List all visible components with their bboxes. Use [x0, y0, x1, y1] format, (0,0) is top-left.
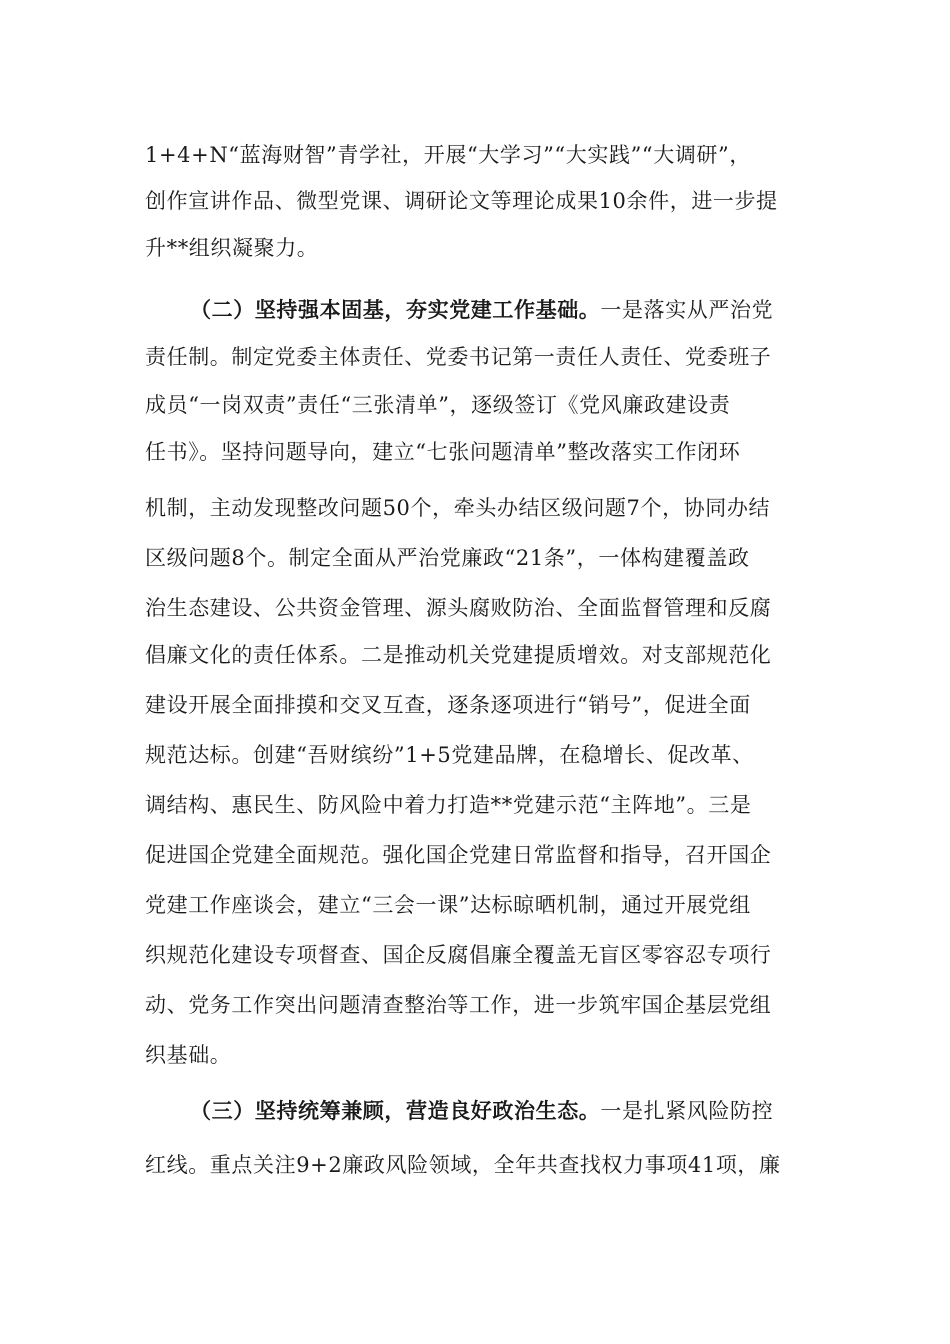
text-line: 区级问题8个。制定全面从严治党廉政“21条”，一体构建覆盖政 — [145, 546, 750, 570]
text-line: 建设开展全面排摸和交叉互查，逐条逐项进行“销号”，促进全面 — [145, 693, 751, 717]
text-line: 织基础。 — [145, 1043, 232, 1067]
text-line: 促进国企党建全面规范。强化国企党建日常监督和指导，召开国企 — [145, 843, 772, 867]
text-line: 创作宣讲作品、微型党课、调研论文等理论成果10余件，进一步提 — [145, 189, 778, 213]
text-line: 织规范化建设专项督查、国企反腐倡廉全覆盖无盲区零容忍专项行 — [145, 943, 772, 967]
text-line: 机制，主动发现整改问题50个，牵头办结区级问题7个，协同办结 — [145, 496, 771, 520]
section-heading: （二）坚持强本固基，夯实党建工作基础。 — [190, 297, 601, 322]
paragraph-first-line — [190, 296, 870, 324]
text-line: 治生态建设、公共资金管理、源头腐败防治、全面监督管理和反腐 — [145, 596, 772, 620]
text-line: 规范达标。创建“吾财缤纷”1+5党建品牌，在稳增长、促改革、 — [145, 743, 754, 767]
text-span: 一是落实从严治党 — [600, 298, 774, 322]
section-heading: （三）坚持统筹兼顾，营造良好政治生态。 — [190, 1098, 601, 1123]
text-line: 任书》。坚持问题导向，建立“七张问题清单”整改落实工作闭环 — [145, 440, 741, 464]
text-line: 倡廉文化的责任体系。二是推动机关党建提质增效。对支部规范化 — [145, 643, 772, 667]
text-span: 一是扎紧风险防控 — [600, 1099, 774, 1123]
text-line: 1+4+N“蓝海财智”青学社，开展“大学习”“大实践”“大调研”， — [145, 143, 751, 167]
text-line: 调结构、惠民生、防风险中着力打造**党建示范“主阵地”。三是 — [145, 793, 752, 817]
text-line: 党建工作座谈会，建立“三会一课”达标晾晒机制，通过开展党组 — [145, 893, 751, 917]
text-line: 红线。重点关注9+2廉政风险领域，全年共查找权力事项41项，廉 — [145, 1153, 781, 1177]
paragraph-first-line — [190, 1097, 870, 1125]
text-line: 责任制。制定党委主体责任、党委书记第一责任人责任、党委班子 — [145, 345, 772, 369]
text-line: 成员“一岗双责”责任“三张清单”，逐级签订《党风廉政建设责 — [145, 393, 731, 417]
text-line: 动、党务工作突出问题清查整治等工作，进一步筑牢国企基层党组 — [145, 993, 772, 1017]
text-line: 升**组织凝聚力。 — [145, 236, 319, 260]
